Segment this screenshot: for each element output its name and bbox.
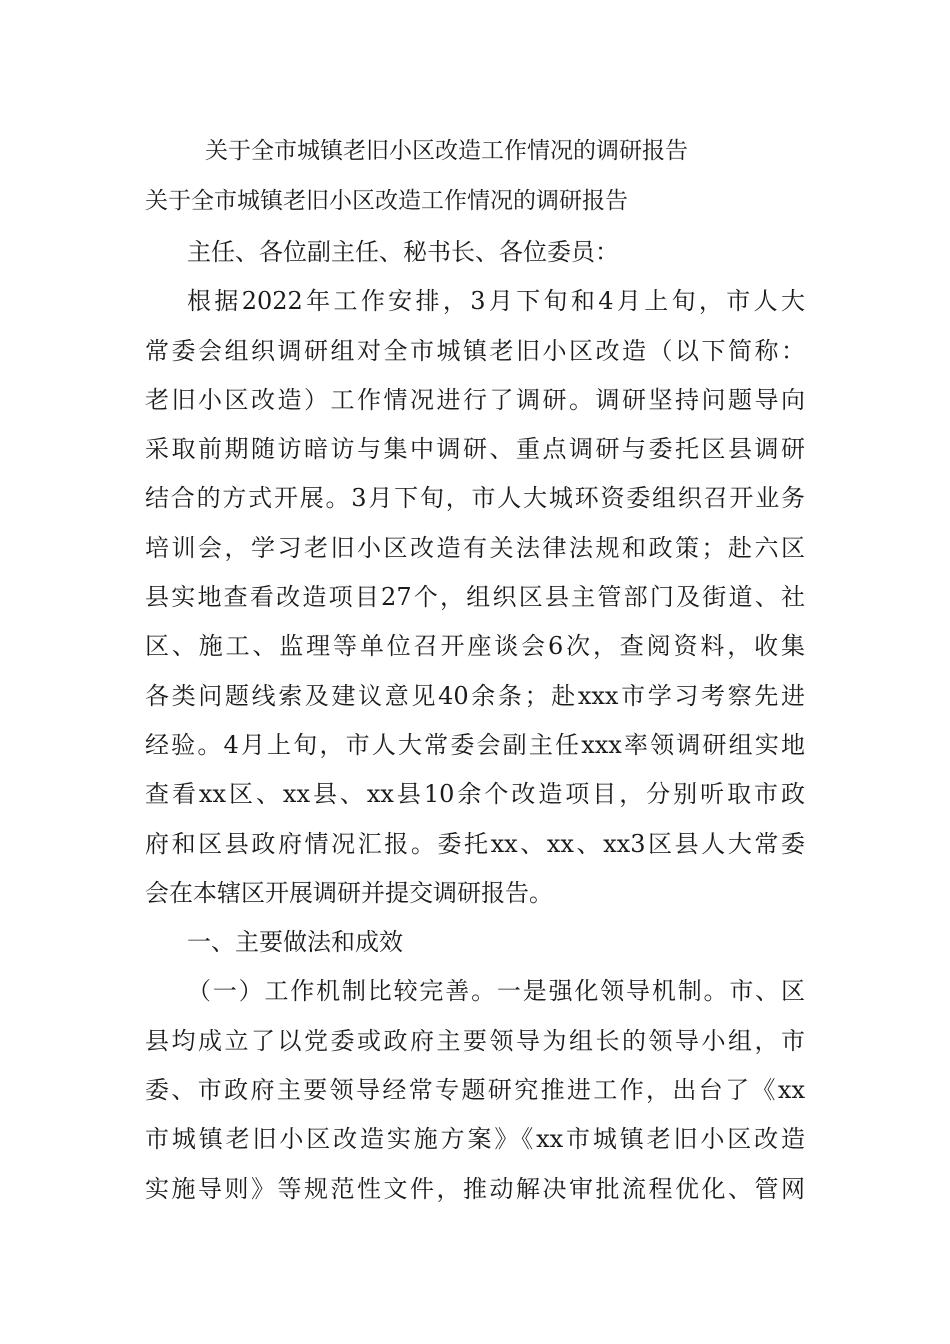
paragraph-line: 各类问题线索及建议意见40余条；赴xxx市学习考察先进	[145, 681, 805, 710]
paragraph-line: 查看xx区、xx县、xx县10余个改造项目，分别听取市政	[145, 780, 805, 809]
paragraph-line: 府和区县政府情况汇报。委托xx、xx、xx3区县人大常委	[145, 829, 805, 858]
document-title: 关于全市城镇老旧小区改造工作情况的调研报告	[205, 138, 688, 164]
paragraph-line: 县均成立了以党委或政府主要领导为组长的领导小组，市	[145, 1026, 805, 1055]
paragraph-line: 培训会，学习老旧小区改造有关法律法规和政策；赴六区	[145, 533, 805, 562]
paragraph-line: 区、施工、监理等单位召开座谈会6次，查阅资料，收集	[145, 632, 805, 661]
paragraph-line: 市城镇老旧小区改造实施方案》《xx市城镇老旧小区改造	[145, 1125, 805, 1154]
paragraph-line: 委、市政府主要领导经常专题研究推进工作，出台了《xx	[145, 1076, 805, 1105]
section-heading: 一、主要做法和成效	[187, 928, 403, 957]
document-body	[145, 228, 805, 1214]
paragraph-line: 采取前期随访暗访与集中调研、重点调研与委托区县调研	[145, 435, 805, 464]
paragraph-line: 会在本辖区开展调研并提交调研报告。	[145, 878, 553, 907]
paragraph-line: 老旧小区改造）工作情况进行了调研。调研坚持问题导向	[145, 385, 805, 414]
paragraph-line: 常委会组织调研组对全市城镇老旧小区改造（以下简称：	[145, 336, 805, 365]
paragraph-line: 经验。4月上旬，市人大常委会副主任xxx率领调研组实地	[145, 730, 805, 759]
paragraph-line: 县实地查看改造项目27个，组织区县主管部门及街道、社	[145, 583, 805, 612]
paragraph-line: 根据2022年工作安排，3月下旬和4月上旬，市人大	[187, 287, 805, 316]
paragraph-line: （一）工作机制比较完善。一是强化领导机制。市、区	[187, 977, 805, 1006]
paragraph-line: 结合的方式开展。3月下旬，市人大城环资委组织召开业务	[145, 484, 805, 513]
salutation: 主任、各位副主任、秘书长、各位委员：	[187, 238, 619, 266]
document-subtitle: 关于全市城镇老旧小区改造工作情况的调研报告	[145, 188, 628, 214]
paragraph-line: 实施导则》等规范性文件，推动解决审批流程优化、管网	[145, 1174, 805, 1203]
